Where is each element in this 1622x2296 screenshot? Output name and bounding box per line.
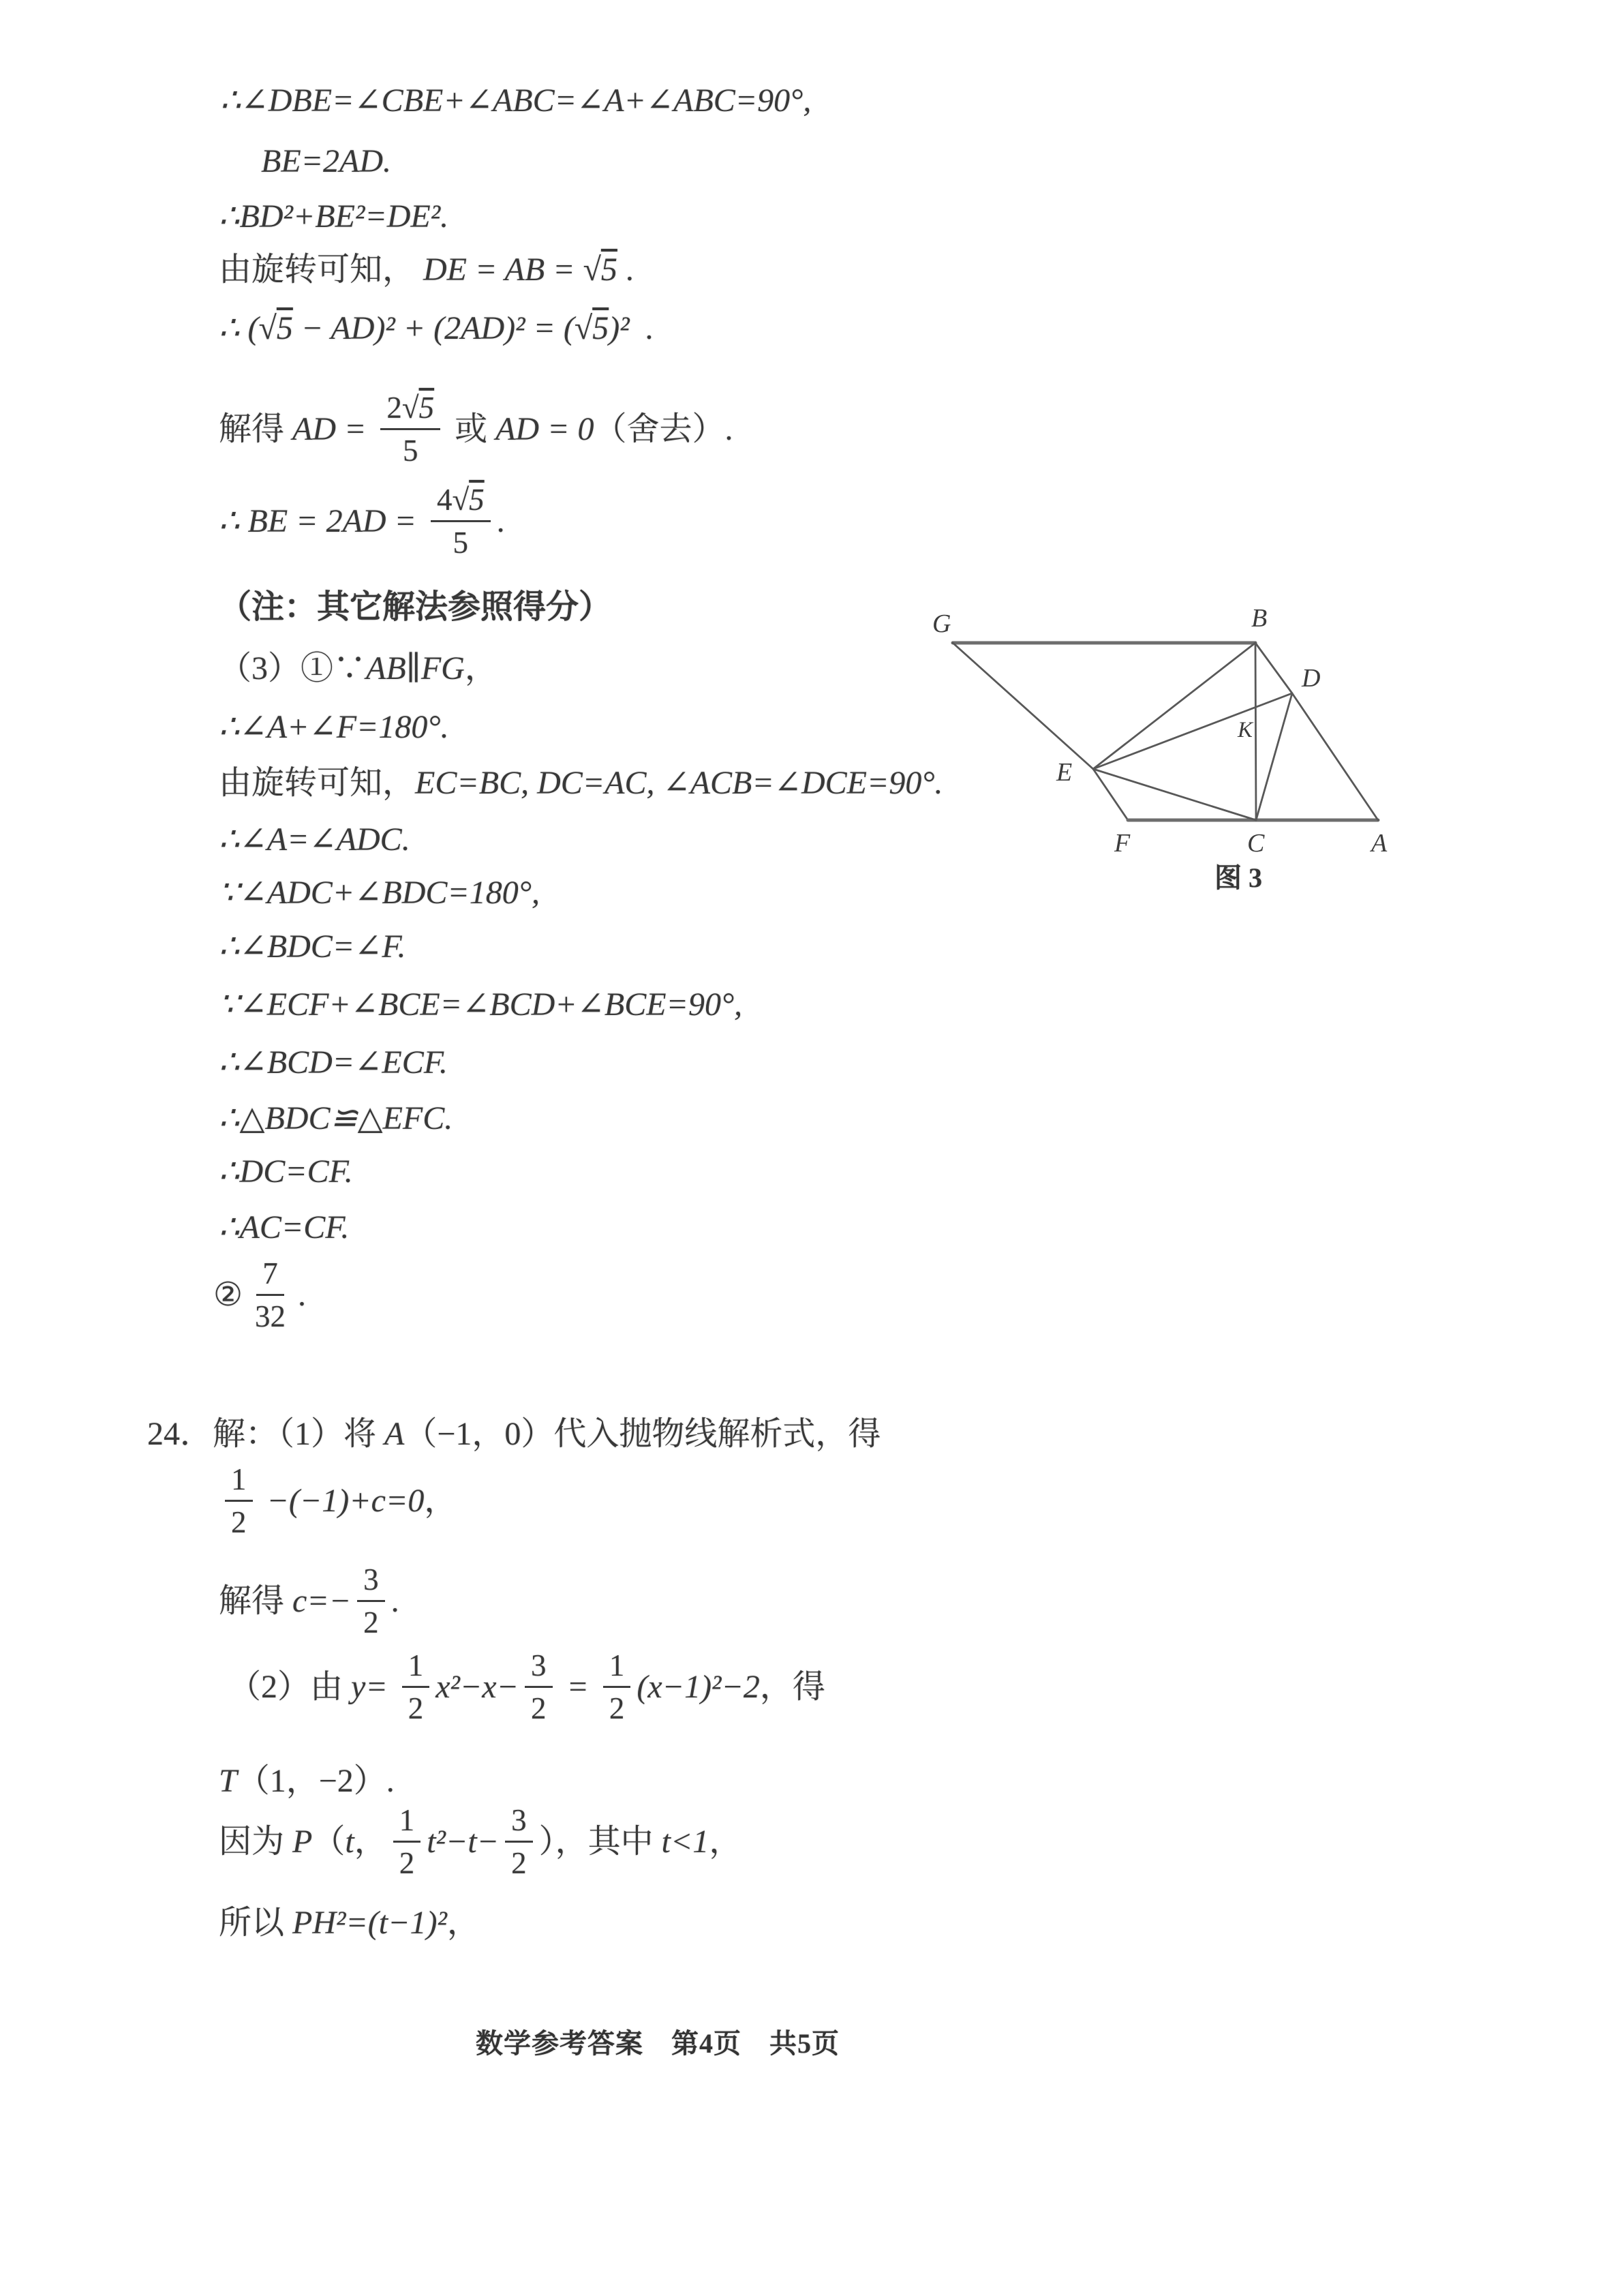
vertex-label-B: B: [1251, 604, 1268, 633]
sol-line-be-result: ∴ BE = 2AD = $\frac{4√5}{5}$ .: [219, 483, 505, 560]
q24-point-t: T （1，−2）.: [219, 1763, 395, 1799]
vertex-label-K: K: [1238, 718, 1253, 742]
q24-ph-squared: 所以 PH²=(t−1)² ，: [219, 1905, 480, 1941]
edge-GE: [953, 643, 1093, 769]
fraction: $\frac{3}{2}$: [505, 1803, 533, 1881]
fraction: $\frac{3}{2}$: [525, 1648, 553, 1726]
vertex-label-A: A: [1371, 829, 1388, 858]
sol-note: （注：其它解法参照得分）: [219, 589, 612, 625]
fraction: $\frac{1}{2}$: [402, 1648, 430, 1726]
sol-line-rotate-2: 由旋转可知， EC=BC, DC=AC, ∠ACB=∠DCE=90°.: [219, 765, 943, 801]
edge-EC: [1093, 769, 1256, 820]
sol-line-ac-cf: ∴AC=CF.: [219, 1209, 350, 1245]
vertex-label-F: F: [1114, 829, 1131, 858]
edge-DA: [1292, 693, 1378, 820]
fraction: $\frac{7}{32}$: [255, 1256, 286, 1334]
edge-BD: [1255, 643, 1292, 693]
sol-line-ecf-bce: ∵∠ECF+∠BCE=∠BCD+∠BCE=90°,: [219, 986, 743, 1023]
sol-line-dbe: ∴∠DBE=∠CBE+∠ABC=∠A+∠ABC=90°,: [220, 82, 812, 119]
sol-line-rotate-1: 由旋转可知， DE = AB = √5 .: [219, 250, 634, 290]
figure-caption: 图 3: [1214, 862, 1262, 893]
q24-point-p: 因为 P （ t ， $\frac{1}{2}$ t²−t− $\frac{3}{2}$ ），其中 t<1 ，: [219, 1803, 742, 1881]
fraction: $\frac{1}{2}$: [225, 1462, 253, 1540]
edge-BC: [1255, 643, 1256, 820]
sol-line-bdc-f: ∴∠BDC=∠F.: [219, 928, 406, 965]
fraction: $\frac{3}{2}$: [357, 1562, 385, 1640]
q24-header: 24．解：（1）将 A （−1，0）代入抛物线解析式，得: [147, 1416, 881, 1452]
fraction: $\frac{4√5}{5}$: [431, 483, 491, 560]
edge-DC: [1256, 693, 1292, 820]
radical: √5: [574, 310, 609, 346]
sol-line-bcd-ecf: ∴∠BCD=∠ECF.: [219, 1044, 448, 1081]
vertex-label-G: G: [932, 609, 951, 638]
radical: √5: [401, 391, 435, 425]
radical: √5: [583, 252, 617, 288]
fraction: $\frac{1}{2}$: [603, 1648, 631, 1726]
sol-line-part3: （3）①∵ AB ∥ FG ，: [219, 650, 498, 686]
fraction: $\frac{2√5}{5}$: [380, 391, 440, 468]
sol-line-pythag: ∴BD²+BE²=DE².: [219, 198, 449, 235]
q24-part2: （2）由 y= $\frac{1}{2}$ x²−x− $\frac{3}{2}$ = $\frac{1}{2}$ (x−1)²−2 ，得: [228, 1648, 825, 1726]
vertex-label-C: C: [1247, 829, 1265, 858]
sol-line-answer2: ② $\frac{7}{32}$ .: [213, 1256, 307, 1334]
figure-3-diagram: [913, 596, 1421, 896]
page-footer: 数学参考答案 第4页 共5页: [476, 2028, 840, 2059]
sol-line-dc-cf: ∴DC=CF.: [219, 1153, 353, 1190]
edge-ED: [1093, 693, 1292, 769]
radical: √5: [258, 310, 293, 346]
sol-line-af180: ∴∠A+∠F=180°.: [219, 709, 449, 745]
sol-line-adc-bdc: ∵∠ADC+∠BDC=180°,: [219, 875, 540, 911]
sol-line-be2ad: BE=2AD.: [261, 143, 392, 179]
fraction: $\frac{1}{2}$: [393, 1803, 421, 1881]
sol-line-congruent: ∴△BDC≌△EFC.: [219, 1100, 453, 1136]
vertex-label-D: D: [1302, 664, 1321, 693]
edge-EF: [1093, 769, 1128, 820]
sol-line-equation: ∴ ( √5 − AD)² + (2AD)² = ( √5 )² .: [219, 308, 654, 349]
sol-line-solve-ad: 解得 AD = $\frac{2√5}{5}$ 或 AD = 0 （舍去）.: [219, 391, 733, 468]
q24-solve-c: 解得 c=− $\frac{3}{2}$ .: [219, 1562, 399, 1640]
edge-BE: [1093, 643, 1255, 769]
q24-substitute: $\frac{1}{2}$ −(−1)+c=0 ，: [219, 1462, 457, 1540]
vertex-label-E: E: [1056, 758, 1073, 787]
radical: √5: [452, 483, 485, 517]
sol-line-a-adc: ∴∠A=∠ADC.: [219, 821, 410, 858]
